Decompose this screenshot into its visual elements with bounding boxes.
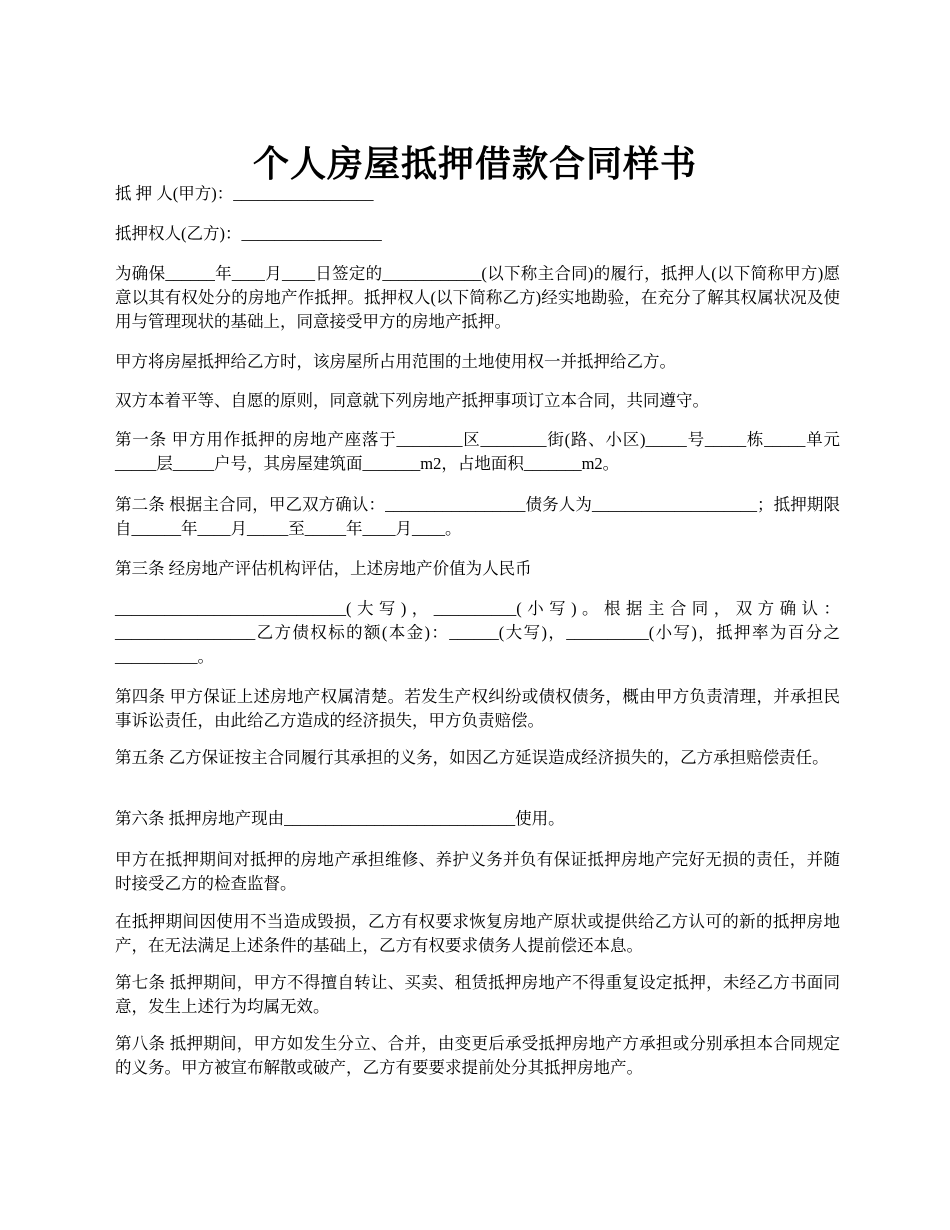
party-b-line: 抵押权人(乙方)：_________________ [115, 224, 382, 243]
article-3-continued: ____________________________(大写)，__________(小写)。根据主合同，双方确认：_________________乙方债权标的额(本金)：______(大写)，__________(小写)，抵押率为百分之 __________。 [115, 599, 840, 666]
article-7: 第七条 抵押期间，甲方不得擅自转让、买卖、租赁抵押房地产不得重复设定抵押，未经乙方书面同意，发生上述行为均属无效。 [115, 973, 840, 1016]
article-4: 第四条 甲方保证上述房地产权属清楚。若发生产权纠纷或债权债务，概由甲方负责清理，并承担民事诉讼责任，由此给乙方造成的经济损失，甲方负责赔偿。 [115, 687, 840, 730]
preamble-paragraph: 为确保______年____月____日签定的____________(以下称主合同)的履行，抵押人(以下简称甲方)愿意以其有权处分的房地产作抵押。抵押权人(以下简称乙方)经实地勘验，在充分了解其权属状况及使用与管理现状的基础上，同意接受甲方的房地产抵押。 [115, 264, 840, 331]
article-5: 第五条 乙方保证按主合同履行其承担的义务，如因乙方延误造成经济损失的，乙方承担赔偿责任。 [115, 748, 829, 767]
article-8: 第八条 抵押期间，甲方如发生分立、合并，由变更后承受抵押房地产方承担或分别承担本合同规定的义务。甲方被宣布解散或破产，乙方有要要求提前处分其抵押房地产。 [115, 1034, 840, 1077]
article-1: 第一条 甲方用作抵押的房地产座落于________区________街(路、小区)_____号_____栋_____单元_____层_____户号，其房屋建筑面_______m2，占地面积_______m2。 [115, 430, 840, 473]
article-2: 第二条 根据主合同，甲乙双方确认：_________________债务人为____________________；抵押期限自______年____月_____至_____年____月____。 [115, 495, 840, 538]
article-3: 第三条 经房地产评估机构评估，上述房地产价值为人民币 [115, 559, 532, 578]
principle-paragraph: 双方本着平等、自愿的原则，同意就下列房地产抵押事项订立本合同，共同遵守。 [115, 391, 709, 410]
document-title: 个人房屋抵押借款合同样书 [252, 143, 697, 186]
maintenance-paragraph: 甲方在抵押期间对抵押的房地产承担维修、养护义务并负有保证抵押房地产完好无损的责任，并随时接受乙方的检查监督。 [115, 850, 840, 893]
article-6: 第六条 抵押房地产现由____________________________使用。 [115, 809, 565, 828]
damage-paragraph: 在抵押期间因使用不当造成毁损，乙方有权要求恢复房地产原状或提供给乙方认可的新的抵押房地产，在无法满足上述条件的基础上，乙方有权要求债务人提前偿还本息。 [115, 912, 840, 955]
land-use-paragraph: 甲方将房屋抵押给乙方时，该房屋所占用范围的土地使用权一并抵押给乙方。 [115, 352, 676, 371]
party-a-line: 抵 押 人(甲方)：_________________ [115, 184, 374, 203]
